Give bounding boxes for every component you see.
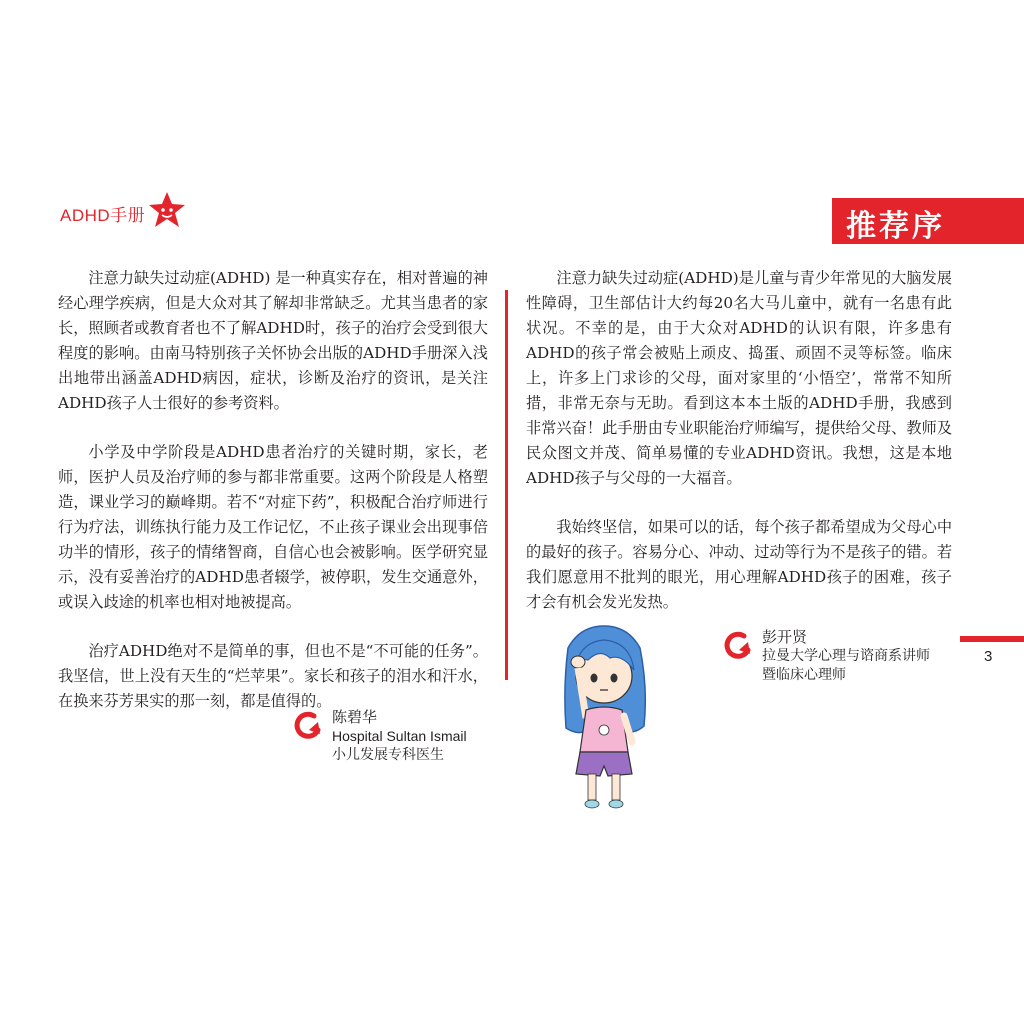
right-column xyxy=(526,266,952,639)
page-number-rule xyxy=(960,636,1024,642)
section-title-banner xyxy=(832,198,1024,244)
girl-illustration xyxy=(548,618,658,818)
signature-name: 陈碧华 xyxy=(332,708,378,726)
signature-role: 小儿发展专科医生 xyxy=(332,747,444,763)
brand-text: ADHD手册 xyxy=(60,205,146,225)
star-mascot-icon xyxy=(147,190,187,230)
signature-role-line1: 拉曼大学心理与谘商系讲师 xyxy=(762,648,930,664)
paragraph: 我始终坚信，如果可以的话，每个孩子都希望成为父母心中的最好的孩子。容易分心、冲动、过动等行为不是孩子的错。若我们愿意用不批判的眼光，用心理解ADHD孩子的困难，孩子才会有机会发光发热。 xyxy=(526,518,952,611)
paragraph: 小学及中学阶段是ADHD患者治疗的关键时期，家长，老师，医护人员及治疗师的参与都非常重要。这两个阶段是人格塑造，课业学习的巅峰期。若不“对症下药”，积极配合治疗师进行行为疗法，训练执行能力及工作记忆，不止孩子课业会出现事倍功半的情形，孩子的情绪智商，自信心也会被影响。医学研究显示，没有妥善治疗的ADHD患者辍学，被停职，发生交通意外，或误入歧途的机率也相对地被提高。 xyxy=(58,443,488,611)
signature-affiliation: Hospital Sultan Ismail xyxy=(332,728,467,744)
curved-arrow-icon xyxy=(288,708,324,744)
signature-name: 彭开贤 xyxy=(762,628,808,646)
signature-text xyxy=(332,708,467,765)
signature-right xyxy=(718,628,930,685)
section-title: 推荐序 xyxy=(846,209,945,244)
paragraph: 注意力缺失过动症(ADHD) 是一种真实存在，相对普遍的神经心理学疾病，但是大众对其了解却非常缺乏。尤其当患者的家长，照顾者或教育者也不了解ADHD时，孩子的治疗会受到很大程度的影响。由南马特别孩子关怀协会出版的ADHD手册深入浅出地带出涵盖ADHD病因，症状，诊断及治疗的资讯，是关注ADHD孩子人士很好的参考资料。 xyxy=(58,269,488,412)
brand-header xyxy=(60,196,187,230)
signature-role-line2: 暨临床心理师 xyxy=(762,667,846,683)
paragraph: 注意力缺失过动症(ADHD)是儿童与青少年常见的大脑发展性障碍，卫生部估计大约每20名大马儿童中，就有一名患有此状况。不幸的是，由于大众对ADHD的认识有限，许多患有ADHD的孩子常会被贴上顽皮、捣蛋、顽固不灵等标签。临床上，许多上门求诊的父母，面对家里的‘小悟空’，常常不知所措，非常无奈与无助。看到这本本土版的ADHD手册，我感到非常兴奋！此手册由专业职能治疗师编写，提供给父母、教师及民众图文并茂、简单易懂的专业ADHD资讯。我想，这是本地ADHD孩子与父母的一大福音。 xyxy=(526,269,952,487)
curved-arrow-icon xyxy=(718,628,754,664)
signature-left xyxy=(288,708,467,765)
column-divider xyxy=(505,290,508,680)
left-column xyxy=(58,266,488,738)
paragraph: 治疗ADHD绝对不是简单的事，但也不是“不可能的任务”。我坚信，世上没有天生的“烂苹果”。家长和孩子的泪水和汗水，在换来芬芳果实的那一刻，都是值得的。 xyxy=(58,642,488,710)
signature-text xyxy=(762,628,930,685)
page-number: 3 xyxy=(984,648,993,665)
